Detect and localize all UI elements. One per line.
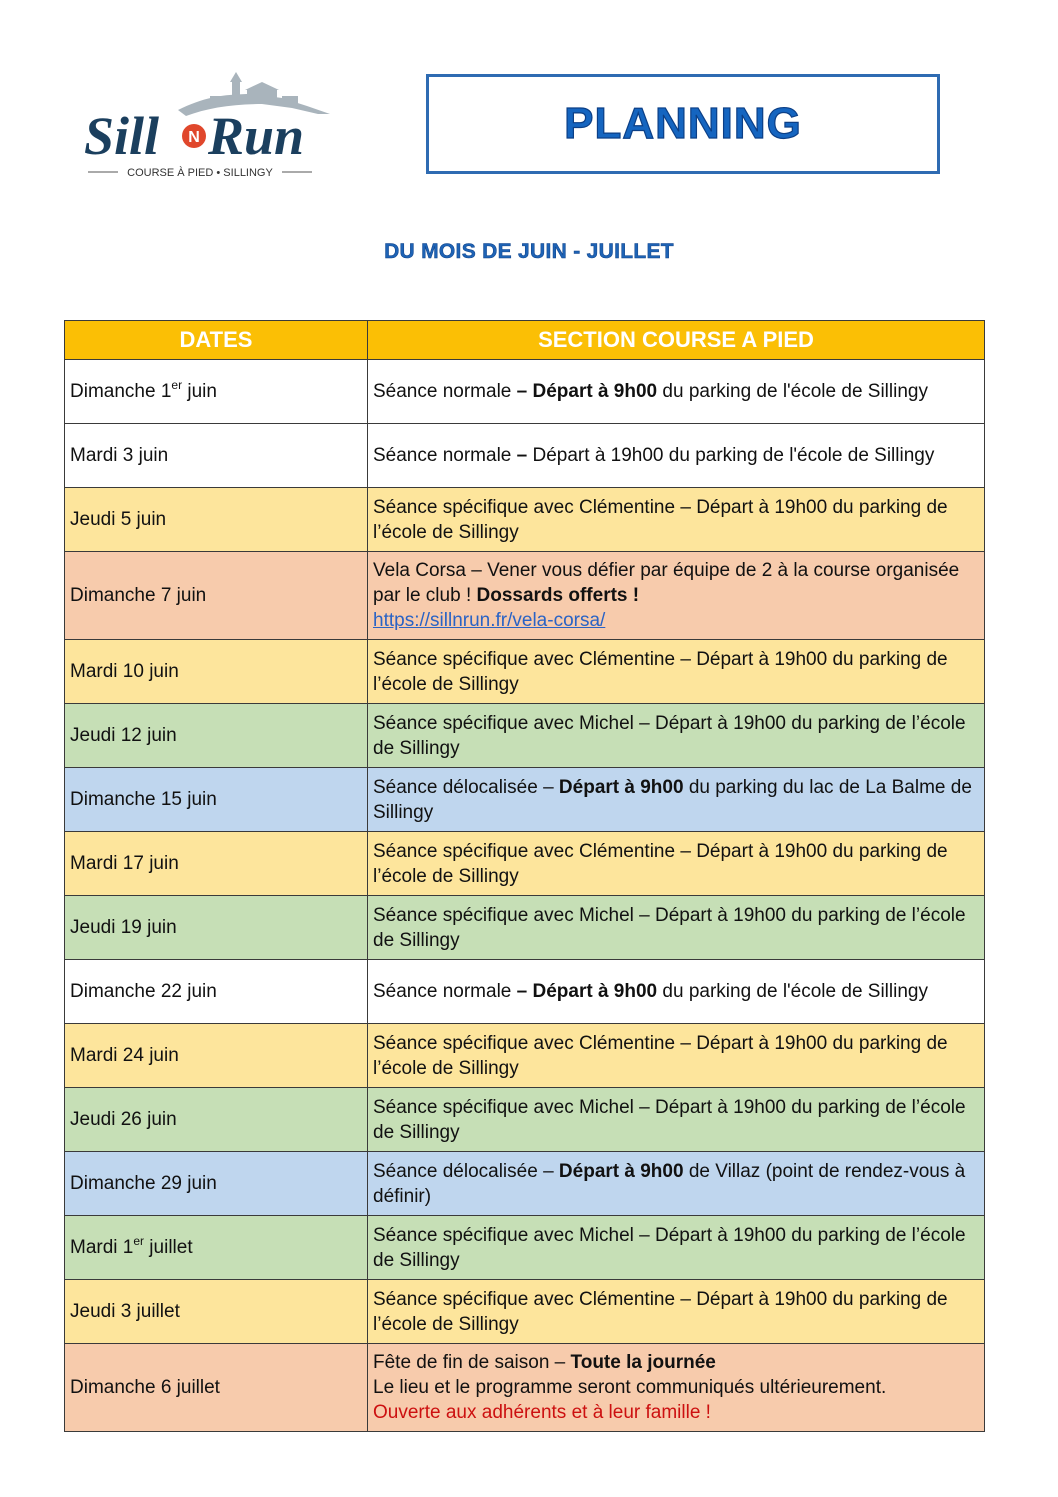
description-bold-text: – Départ à 9h00 [516, 981, 658, 1002]
date-text: Dimanche 15 juin [70, 789, 217, 810]
table-row [65, 1344, 985, 1432]
date-cell [65, 1216, 368, 1280]
description-text: Séance délocalisée – [373, 1160, 559, 1182]
date-cell [65, 1088, 368, 1152]
description-text: Séance spécifique avec Michel – Départ à 19h00 du parking de l’école de Sillingy [373, 1224, 966, 1271]
date-cell [65, 424, 368, 488]
description-cell [368, 1088, 985, 1152]
description-cell [368, 1216, 985, 1280]
description-text: Séance normale [373, 445, 517, 466]
event-link[interactable]: https://sillnrun.fr/vela-corsa/ [373, 610, 606, 631]
table-row [65, 488, 985, 552]
date-month: juillet [144, 1237, 193, 1258]
page-subtitle: DU MOIS DE JUIN - JUILLET [384, 240, 674, 263]
table-row [65, 424, 985, 488]
description-text: Séance spécifique avec Michel – Départ à 19h00 du parking de l’école de Sillingy [373, 712, 966, 759]
date-text: Dimanche 7 juin [70, 585, 207, 606]
date-text: Jeudi 26 juin [70, 1109, 177, 1130]
table-row [65, 960, 985, 1024]
description-text: du parking de l'école de Sillingy [657, 381, 928, 402]
description-cell [368, 552, 985, 640]
description-text: Séance spécifique avec Michel – Départ à 19h00 du parking de l’école de Sillingy [373, 1096, 966, 1143]
description-cell [368, 1152, 985, 1216]
date-cell [65, 1280, 368, 1344]
date-ordinal: er [171, 377, 183, 392]
date-cell [65, 552, 368, 640]
logo-tagline: COURSE À PIED • SILLINGY [127, 167, 273, 179]
description-bold-text: Départ à 9h00 [558, 776, 684, 798]
description-text: Séance délocalisée – [373, 776, 559, 798]
date-text: Dimanche 1 [70, 381, 172, 402]
description-text: Séance normale [373, 981, 517, 1002]
description-text: Séance spécifique avec Clémentine – Départ à 19h00 du parking de l’école de Sillingy [373, 648, 948, 695]
table-row [65, 640, 985, 704]
date-cell [65, 768, 368, 832]
description-bold-text: Départ à 9h00 [558, 1160, 684, 1182]
description-text: du parking du lac de La Balme de Sillingy [373, 776, 972, 823]
description-cell [368, 424, 985, 488]
table-row [65, 704, 985, 768]
table-row [65, 1216, 985, 1280]
table-row [65, 1088, 985, 1152]
date-month: juin [182, 381, 217, 402]
date-ordinal: er [133, 1233, 145, 1248]
description-text: de Villaz (point de rendez-vous à définir) [373, 1160, 966, 1207]
date-cell [65, 896, 368, 960]
logo-brand-left: Sill [84, 106, 160, 166]
description-cell [368, 768, 985, 832]
description-cell [368, 640, 985, 704]
date-text: Dimanche 22 juin [70, 981, 217, 1002]
table-body [65, 360, 985, 1432]
description-text: Départ à 19h00 du parking de l'école de Sillingy [527, 445, 935, 466]
description-text: Séance spécifique avec Clémentine – Départ à 19h00 du parking de l’école de Sillingy [373, 1032, 948, 1079]
date-text: Mardi 24 juin [70, 1045, 179, 1066]
table-row [65, 1280, 985, 1344]
date-cell [65, 360, 368, 424]
description-text: Séance spécifique avec Clémentine – Départ à 19h00 du parking de l’école de Sillingy [373, 840, 948, 887]
table-row [65, 768, 985, 832]
description-cell [368, 1344, 985, 1432]
date-cell [65, 1344, 368, 1432]
date-cell [65, 1152, 368, 1216]
description-text: Séance normale [373, 381, 517, 402]
date-text: Mardi 1 [70, 1237, 134, 1258]
description-bold-text: Toute la journée [570, 1352, 716, 1373]
description-cell [368, 488, 985, 552]
date-cell [65, 488, 368, 552]
date-cell [65, 640, 368, 704]
table-row [65, 832, 985, 896]
table-row [65, 1024, 985, 1088]
description-cell [368, 832, 985, 896]
column-header-dates: DATES [65, 321, 368, 360]
description-text: Séance spécifique avec Clémentine – Départ à 19h00 du parking de l’école de Sillingy [373, 496, 948, 543]
description-bold-text: – Départ à 9h00 [516, 381, 658, 402]
table-row [65, 1152, 985, 1216]
sillnrun-logo [82, 68, 342, 183]
description-bold-text: Dossards offerts ! [476, 585, 640, 606]
table-row [65, 360, 985, 424]
date-text: Dimanche 6 juillet [70, 1377, 220, 1398]
page-title: PLANNING [564, 99, 802, 148]
date-text: Jeudi 3 juillet [70, 1301, 180, 1322]
column-header-section: SECTION COURSE A PIED [368, 321, 985, 360]
planning-table [64, 320, 985, 1432]
description-cell [368, 1024, 985, 1088]
description-cell [368, 960, 985, 1024]
description-cell [368, 360, 985, 424]
logo-brand-right: Run [208, 106, 305, 166]
description-cell [368, 704, 985, 768]
description-text: du parking de l'école de Sillingy [657, 981, 928, 1002]
date-text: Mardi 3 juin [70, 445, 169, 466]
description-bold-text: – [516, 445, 528, 466]
description-cell [368, 1280, 985, 1344]
date-text: Jeudi 19 juin [70, 917, 177, 938]
description-text: Le lieu et le programme seront communiqués ultérieurement. [373, 1377, 887, 1398]
planning-title-box [426, 74, 940, 174]
description-text: Séance spécifique avec Michel – Départ à 19h00 du parking de l’école de Sillingy [373, 904, 966, 951]
date-text: Mardi 17 juin [70, 853, 179, 874]
table-row [65, 896, 985, 960]
date-text: Jeudi 12 juin [70, 725, 177, 746]
description-text: Séance spécifique avec Clémentine – Départ à 19h00 du parking de l’école de Sillingy [373, 1288, 948, 1335]
logo-brand-mid: N [188, 129, 200, 146]
table-row [65, 552, 985, 640]
date-cell [65, 1024, 368, 1088]
date-cell [65, 704, 368, 768]
table-header-row [65, 321, 985, 360]
date-cell [65, 832, 368, 896]
date-text: Mardi 10 juin [70, 661, 179, 682]
description-cell [368, 896, 985, 960]
date-text: Dimanche 29 juin [70, 1173, 217, 1194]
description-text: Fête de fin de saison – [373, 1352, 571, 1373]
date-text: Jeudi 5 juin [70, 509, 167, 530]
description-text: Vela Corsa – Vener vous défier par équipe de 2 à la course organisée par le club ! [373, 560, 960, 606]
date-cell [65, 960, 368, 1024]
description-warning-text: Ouverte aux adhérents et à leur famille ! [373, 1402, 711, 1423]
